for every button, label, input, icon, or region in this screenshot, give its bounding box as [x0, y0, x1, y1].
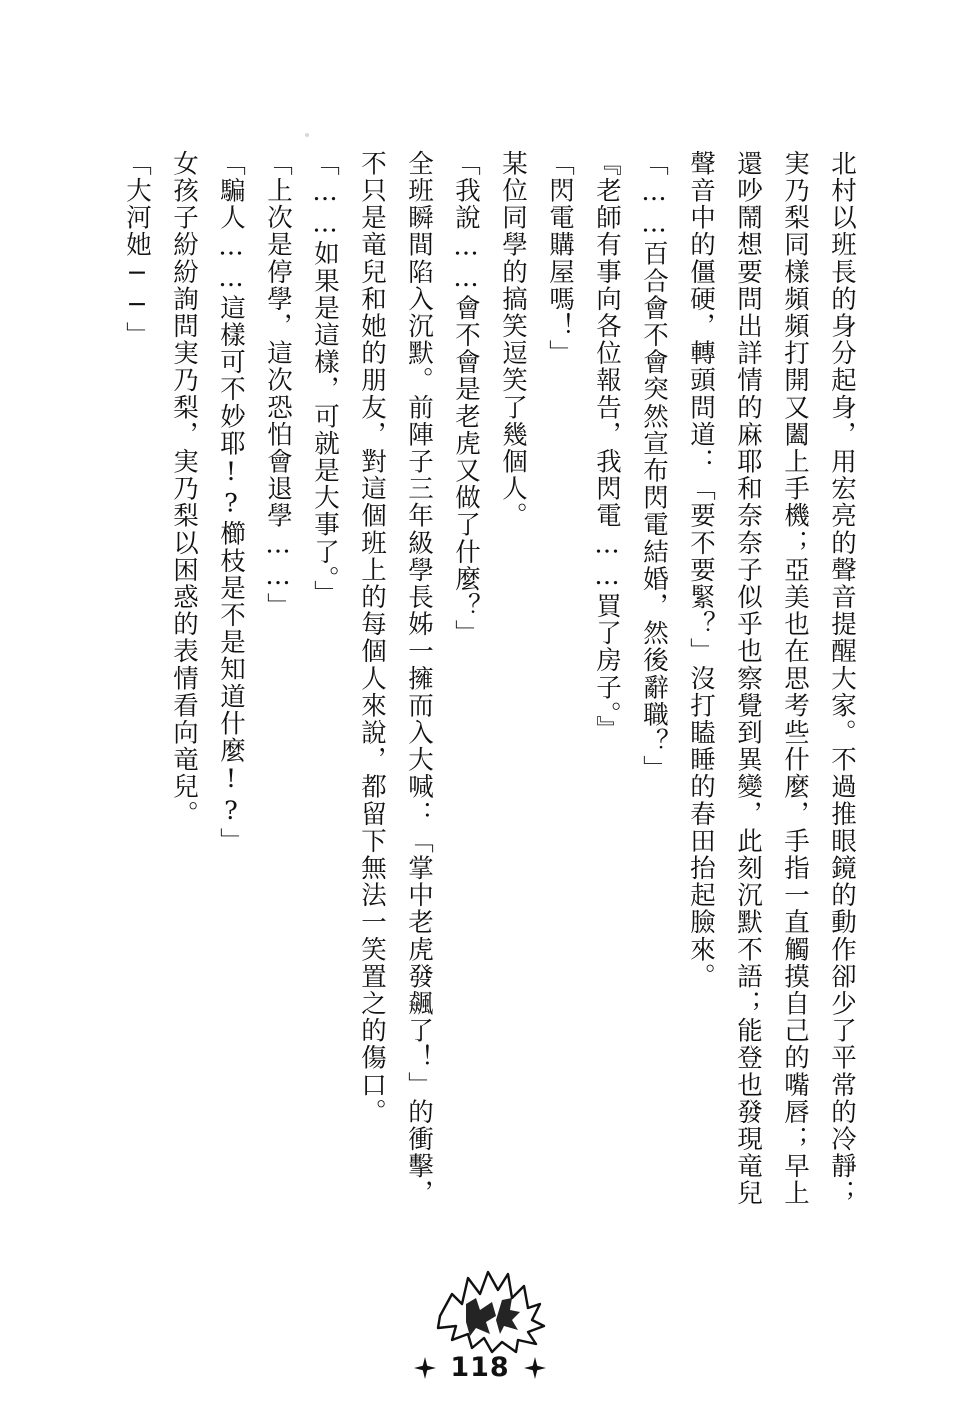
sparkle-icon	[524, 1357, 546, 1379]
paragraph: 「騙人……這樣可不妙耶!?櫛枝是不是知道什麼!?」	[216, 150, 246, 855]
paragraph: 「閃電購屋嗎！」	[545, 150, 575, 367]
paragraph: 「上次是停學，這次恐怕會退學……」	[263, 150, 293, 620]
page-footer	[0, 1352, 960, 1383]
paragraph: 『老師有事向各位報告，我閃電……買了房子。』	[592, 150, 622, 743]
paragraph: 某位同學的搞笑逗笑了幾個人。	[498, 150, 528, 530]
paragraph: 女孩子紛紛詢問実乃梨，実乃梨以困惑的表情看向竜兒。	[169, 150, 199, 828]
torn-paper-icon	[432, 1264, 552, 1354]
paragraph: 「……如果是這樣，可就是大事了。」	[310, 150, 340, 607]
sparkle-icon	[414, 1357, 436, 1379]
speck-dot	[305, 133, 309, 137]
paragraph: 「我說……會不會是老虎又做了什麼？」	[451, 150, 481, 647]
paragraph: 「大河她──」	[122, 150, 152, 349]
paragraph: 「……百合會不會突然宣布閃電結婚，然後辭職？」	[639, 150, 669, 783]
paragraph: 北村以班長的身分起身，用宏亮的聲音提醒大家。不過推眼鏡的動作卻少了平常的冷靜；実乃梨同樣頻頻打開又闔上手機；亞美也在思考些什麼，手指一直觸摸自己的嘴唇；早上還吵鬧想要問出詳情的麻耶和奈奈子似乎也察覺到異變，此刻沉默不語；能登也發現竜兒聲音中的僵硬，轉頭問道：「要不要緊？」沒打瞌睡的春田抬起臉來。	[686, 150, 857, 1207]
paragraph: 全班瞬間陷入沉默。前陣子三年級學長姊一擁而入大喊：「掌中老虎發飆了！」的衝擊，不只是竜兒和她的朋友，對這個班上的每個人來說，都留下無法一笑置之的傷口。	[357, 150, 434, 1207]
page-number: 118	[450, 1352, 510, 1383]
page-body-text	[75, 150, 865, 1230]
